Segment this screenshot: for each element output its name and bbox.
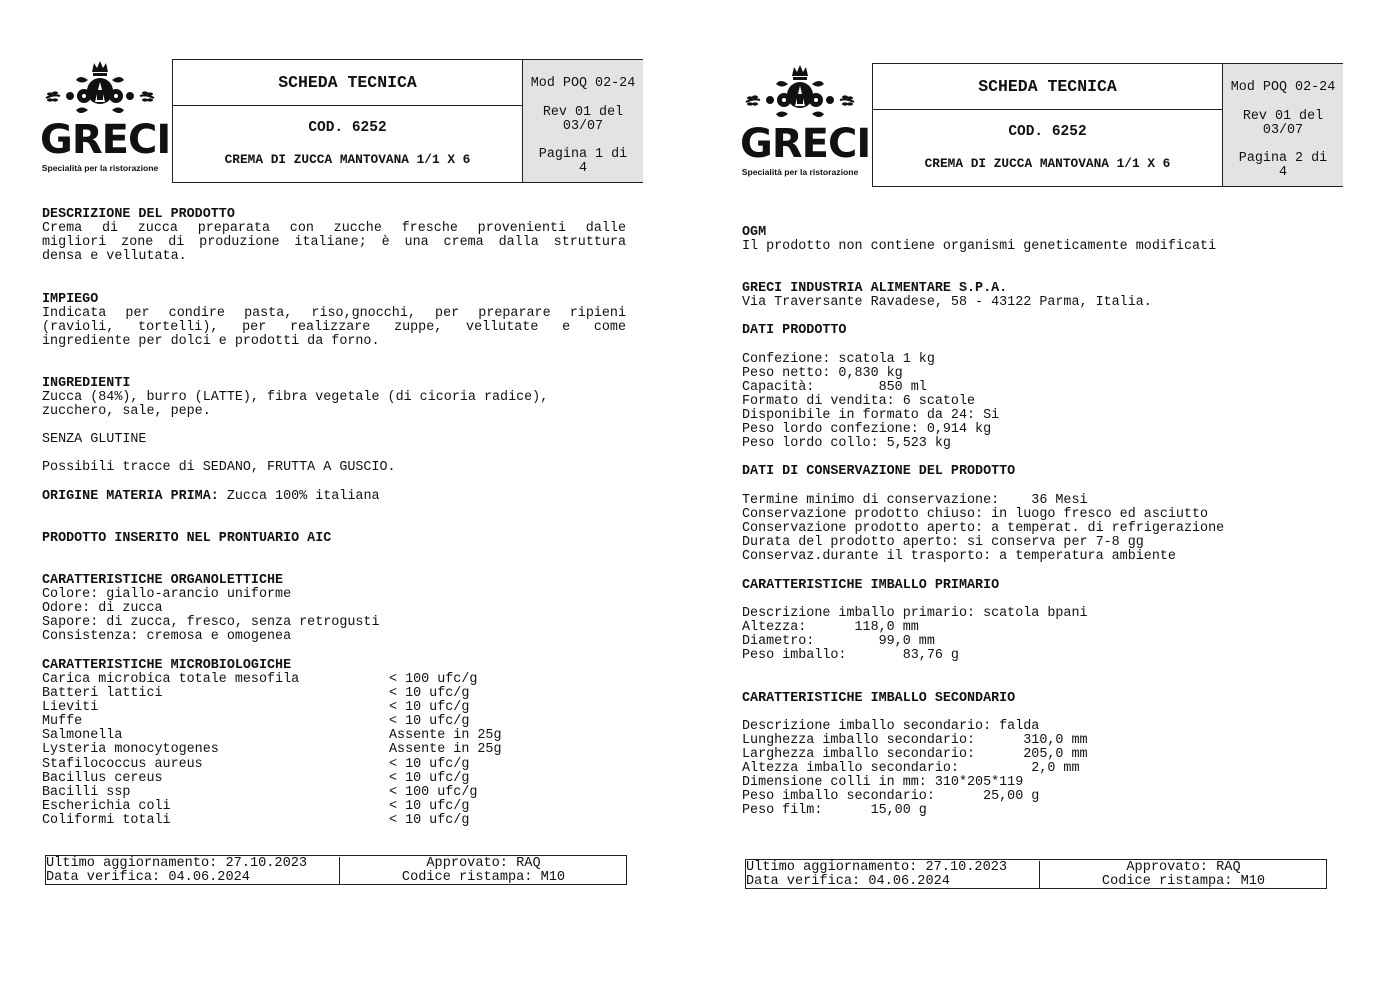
conservazione-line: Conservazione prodotto chiuso: in luogo fresco ed asciutto — [742, 507, 1209, 522]
reprint-code: Codice ristampa: M10 — [1101, 874, 1266, 889]
table-row — [42, 814, 602, 828]
aic-note: PRODOTTO INSERITO NEL PRONTUARIO AIC — [42, 531, 332, 546]
ogm-text: Il prodotto non contiene organismi geneticamente modificati — [742, 239, 1217, 254]
table-row — [42, 687, 602, 701]
imballo-secondario-line: Peso film: 15,00 g — [742, 803, 927, 818]
descrizione-line: Crema di zucca preparata con zucche fresche provenienti dalle — [42, 221, 626, 236]
section-title-impiego: IMPIEGO — [42, 292, 99, 307]
imballo-secondario-line: Peso imballo secondario: 25,00 g — [742, 789, 1040, 804]
dati-prodotto-line: Peso netto: 0,830 kg — [742, 366, 903, 381]
logo-tagline: Specialità per la ristorazione — [741, 167, 859, 177]
parameter-name: Lieviti — [42, 700, 99, 716]
impiego-line: ingrediente per dolci e prodotti da forno. — [42, 334, 380, 350]
parameter-name: Stafilococcus aureus — [42, 756, 203, 772]
imballo-primario-line: Descrizione imballo primario: scatola bpani — [742, 606, 1088, 621]
module-code: Mod POQ 02-24 — [1230, 80, 1336, 95]
page-number-line-2: 4 — [1278, 165, 1288, 180]
parameter-value: < 10 ufc/g — [389, 756, 470, 772]
parameter-name: Escherichia coli — [42, 798, 171, 814]
imballo-secondario-line: Altezza imballo secondario: 2,0 mm — [742, 761, 1080, 776]
header-box — [872, 63, 1343, 187]
revision-panel — [522, 60, 643, 182]
company-address: Via Traversante Ravadese, 58 - 43122 Parma, Italia. — [742, 295, 1152, 310]
section-title-ogm: OGM — [742, 225, 767, 240]
document-title: SCHEDA TECNICA — [873, 64, 1222, 110]
parameter-name: Coliformi totali — [42, 812, 171, 828]
crest-icon — [40, 58, 160, 120]
parameter-name: Salmonella — [42, 728, 123, 744]
conservazione-line: Conservaz.durante il trasporto: a temperatura ambiente — [742, 549, 1176, 564]
dati-prodotto-line: Peso lordo collo: 5,523 kg — [742, 436, 951, 451]
table-row — [42, 715, 602, 729]
parameter-name: Batteri lattici — [42, 686, 163, 702]
footer-box — [45, 855, 627, 885]
descrizione-line: migliori zone di produzione italiane; è una crema dalla struttura — [42, 235, 626, 251]
imballo-secondario-line: Lunghezza imballo secondario: 310,0 mm — [742, 733, 1088, 748]
reprint-code: Codice ristampa: M10 — [401, 870, 566, 885]
greci-logo — [40, 58, 171, 176]
imballo-primario-line: Altezza: 118,0 mm — [742, 620, 919, 635]
origin-label: ORIGINE MATERIA PRIMA: — [42, 489, 219, 504]
section-title-descrizione: DESCRIZIONE DEL PRODOTTO — [42, 207, 235, 222]
conservazione-line: Termine minimo di conservazione: 36 Mesi — [742, 493, 1088, 508]
footer-left — [46, 857, 338, 885]
section-title-imballo-primario: CARATTERISTICHE IMBALLO PRIMARIO — [742, 578, 1000, 593]
document-page-2 — [700, 0, 1400, 989]
parameter-name: Muffe — [42, 714, 83, 730]
impiego-line: (ravioli, tortelli), per realizzare zuppe, vellutate e come — [42, 320, 626, 336]
logo-wordmark: GRECI — [740, 121, 871, 167]
organolettiche-line: Odore: di zucca — [42, 601, 163, 616]
company-name: GRECI INDUSTRIA ALIMENTARE S.P.A. — [742, 281, 1008, 296]
origin-value: Zucca 100% italiana — [218, 489, 380, 504]
parameter-name: Lysteria monocytogenes — [42, 742, 219, 758]
page-number-line-1: Pagina 2 di — [1238, 151, 1328, 166]
section-title-microbiologiche: CARATTERISTICHE MICROBIOLOGICHE — [42, 658, 292, 673]
conservazione-line: Durata del prodotto aperto: si conserva per 7-8 gg — [742, 535, 1144, 550]
section-title-organolettiche: CARATTERISTICHE ORGANOLETTICHE — [42, 573, 284, 588]
revision-line-2: 03/07 — [562, 119, 604, 134]
ingredienti-line-2: zucchero, sale, pepe. — [42, 404, 211, 419]
product-code: COD. 6252 — [1008, 124, 1087, 140]
module-code: Mod POQ 02-24 — [530, 76, 636, 91]
page-number-line-2: 4 — [578, 161, 588, 176]
logo-tagline: Specialità per la ristorazione — [41, 163, 159, 173]
microbiology-table — [42, 673, 602, 828]
parameter-value: < 10 ufc/g — [389, 812, 470, 828]
approved-by: Approvato: RAQ — [426, 856, 541, 871]
crest-icon — [740, 62, 860, 124]
ingredienti-line-1: Zucca (84%), burro (LATTE), fibra vegetale (di cicoria radice), — [42, 390, 549, 405]
verification-date: Data verifica: 04.06.2024 — [46, 870, 250, 885]
origin-row — [42, 490, 380, 504]
parameter-value: Assente in 25g — [389, 742, 502, 758]
revision-line-1: Rev 01 del — [1242, 109, 1324, 124]
organolettiche-line: Sapore: di zucca, fresco, senza retrogusti — [42, 615, 380, 630]
header-box — [172, 59, 643, 183]
last-update: Ultimo aggiornamento: 27.10.2023 — [746, 860, 1008, 875]
parameter-value: < 10 ufc/g — [389, 770, 470, 786]
product-name: CREMA DI ZUCCA MANTOVANA 1/1 X 6 — [924, 156, 1171, 171]
footer-left — [746, 861, 1038, 889]
parameter-value: Assente in 25g — [389, 728, 502, 744]
section-title-ingredienti: INGREDIENTI — [42, 376, 131, 391]
approved-by: Approvato: RAQ — [1126, 860, 1241, 875]
table-row — [42, 758, 602, 772]
conservazione-line: Conservazione prodotto aperto: a temperat. di refrigerazione — [742, 521, 1225, 536]
parameter-value: < 100 ufc/g — [389, 672, 478, 687]
table-row — [42, 743, 602, 757]
section-title-imballo-secondario: CARATTERISTICHE IMBALLO SECONDARIO — [742, 691, 1016, 706]
parameter-value: < 100 ufc/g — [389, 784, 478, 800]
parameter-value: < 10 ufc/g — [389, 700, 470, 716]
parameter-value: < 10 ufc/g — [389, 686, 470, 702]
organolettiche-line: Colore: giallo-arancio uniforme — [42, 587, 292, 602]
footer-box — [745, 859, 1327, 889]
table-row — [42, 729, 602, 743]
imballo-secondario-line: Larghezza imballo secondario: 205,0 mm — [742, 747, 1088, 762]
descrizione-line: densa e vellutata. — [42, 249, 187, 265]
organolettiche-line: Consistenza: cremosa e omogenea — [42, 629, 292, 644]
table-row — [42, 772, 602, 786]
dati-prodotto-line: Disponibile in formato da 24: Si — [742, 408, 1000, 423]
parameter-value: < 10 ufc/g — [389, 714, 470, 730]
impiego-text — [42, 307, 626, 349]
last-update: Ultimo aggiornamento: 27.10.2023 — [46, 856, 308, 871]
footer-right — [339, 857, 627, 884]
page-number-line-1: Pagina 1 di — [538, 147, 628, 162]
dati-prodotto-line: Formato di vendita: 6 scatole — [742, 394, 976, 409]
revision-line-1: Rev 01 del — [542, 105, 624, 120]
parameter-name: Bacilli ssp — [42, 784, 131, 800]
parameter-name: Bacillus cereus — [42, 770, 163, 786]
revision-panel — [1222, 64, 1343, 186]
logo-wordmark: GRECI — [40, 117, 171, 163]
traces-note: Possibili tracce di SEDANO, FRUTTA A GUSCIO. — [42, 460, 396, 475]
table-row — [42, 800, 602, 814]
dati-prodotto-line: Peso lordo confezione: 0,914 kg — [742, 422, 992, 437]
footer-right — [1039, 861, 1327, 888]
dati-prodotto-line: Capacità: 850 ml — [742, 380, 927, 395]
greci-logo — [740, 62, 871, 180]
parameter-value: < 10 ufc/g — [389, 798, 470, 814]
product-name: CREMA DI ZUCCA MANTOVANA 1/1 X 6 — [224, 152, 471, 167]
descrizione-text — [42, 222, 626, 264]
dati-prodotto-line: Confezione: scatola 1 kg — [742, 352, 935, 367]
table-row — [42, 786, 602, 800]
section-title-dati-prodotto: DATI PRODOTTO — [742, 323, 847, 338]
parameter-name: Carica microbica totale mesofila — [42, 672, 300, 687]
revision-line-2: 03/07 — [1262, 123, 1304, 138]
imballo-primario-line: Diametro: 99,0 mm — [742, 634, 935, 649]
product-code: COD. 6252 — [308, 120, 387, 136]
imballo-secondario-line: Descrizione imballo secondario: falda — [742, 719, 1040, 734]
gluten-free-note: SENZA GLUTINE — [42, 432, 147, 447]
section-title-conservazione: DATI DI CONSERVAZIONE DEL PRODOTTO — [742, 464, 1016, 479]
document-title: SCHEDA TECNICA — [173, 60, 522, 106]
table-row — [42, 701, 602, 715]
imballo-primario-line: Peso imballo: 83,76 g — [742, 648, 959, 663]
verification-date: Data verifica: 04.06.2024 — [746, 874, 950, 889]
impiego-line: Indicata per condire pasta, riso,gnocchi, per preparare ripieni — [42, 306, 626, 321]
table-row — [42, 673, 602, 687]
imballo-secondario-line: Dimensione colli in mm: 310*205*119 — [742, 775, 1024, 790]
